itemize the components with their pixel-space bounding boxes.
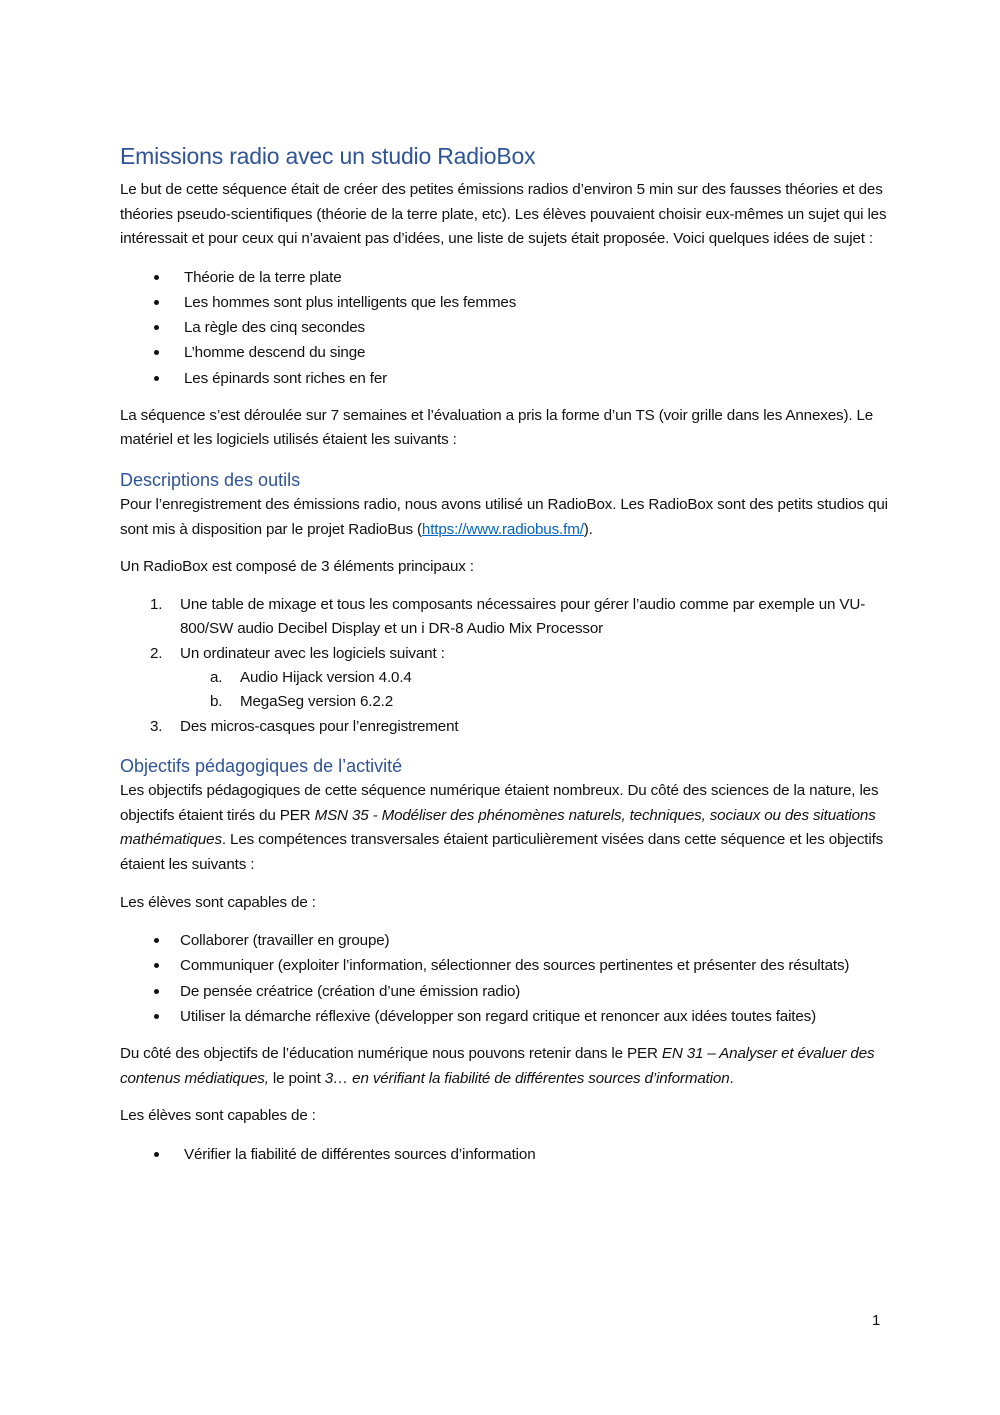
sequence-paragraph: La séquence s’est déroulée sur 7 semaines et l’évaluation a pris la forme d’un TS (voir grille dans les Annexes). Le matériel et les logiciels utilisés étaient les suivants : bbox=[120, 406, 874, 449]
bullet-icon bbox=[154, 1014, 159, 1019]
bullet-icon bbox=[154, 963, 159, 968]
list-item: La règle des cinq secondes bbox=[120, 315, 890, 340]
list-item: Utiliser la démarche réflexive (développer son regard critique et renoncer aux idées toutes faites) bbox=[120, 1004, 890, 1029]
capable-label: Les élèves sont capables de : bbox=[120, 893, 316, 911]
tools-paragraph: Pour l’enregistrement des émissions radio, nous avons utilisé un RadioBox. Les RadioBox sont des petits studios qui sont mis à disposition par le projet RadioBus (https://www.radiobus.fm/). bbox=[120, 495, 888, 538]
list-item: Les hommes sont plus intelligents que les femmes bbox=[120, 290, 890, 315]
bullet-icon bbox=[154, 938, 159, 943]
document-title: Emissions radio avec un studio RadioBox bbox=[120, 143, 536, 169]
topics-list bbox=[120, 265, 890, 391]
list-item: 3. Des micros-casques pour l’enregistrement bbox=[150, 717, 459, 735]
bullet-icon bbox=[154, 300, 159, 305]
document-page bbox=[120, 140, 890, 1180]
bullet-icon bbox=[154, 989, 159, 994]
composition-paragraph: Un RadioBox est composé de 3 éléments principaux : bbox=[120, 558, 474, 576]
digital-objectives-paragraph: Du côté des objectifs de l’éducation numérique nous pouvons retenir dans le PER EN 31 – Analyser et évaluer des contenus médiatiques, le point 3… en vérifiant la fiabilité de différentes sources d’information. bbox=[120, 1044, 875, 1087]
list-item: a. Audio Hijack version 4.0.4 bbox=[210, 668, 412, 686]
list-item: L’homme descend du singe bbox=[120, 340, 890, 365]
bullet-icon bbox=[154, 376, 159, 381]
bullet-icon bbox=[154, 350, 159, 355]
list-item: Collaborer (travailler en groupe) bbox=[120, 928, 890, 953]
intro-paragraph: Le but de cette séquence était de créer des petites émissions radios d’environ 5 min sur des fausses théories et des théories pseudo-scientifiques (théorie de la terre plate, etc). Les élèves pouvaient choisir eux-mêmes un sujet qui les intéressait et pour ceux qui n’avaient pas d’idées, une liste de sujets était proposée. Voici quelques idées de sujet : bbox=[120, 181, 887, 248]
section-heading-tools: Descriptions des outils bbox=[120, 469, 301, 490]
list-item: b. MegaSeg version 6.2.2 bbox=[210, 693, 394, 711]
list-item: 2. Un ordinateur avec les logiciels suivant : a. Audio Hijack version 4.0.4 b. MegaSeg version 6.2.2 bbox=[120, 642, 890, 715]
capable-label-2: Les élèves sont capables de : bbox=[120, 1107, 316, 1125]
section-heading-objectives: Objectifs pédagogiques de l’activité bbox=[120, 756, 403, 777]
list-item: De pensée créatrice (création d’une émission radio) bbox=[120, 979, 890, 1004]
bullet-icon bbox=[154, 325, 159, 330]
list-item: Les épinards sont riches en fer bbox=[120, 366, 890, 391]
list-item: Vérifier la fiabilité de différentes sources d’information bbox=[120, 1142, 890, 1167]
list-item: 1. Une table de mixage et tous les composants nécessaires pour gérer l’audio comme par exemple un VU-800/SW audio Decibel Display et un i DR-8 Audio Mix Processor bbox=[150, 595, 866, 638]
list-item: Communiquer (exploiter l’information, sélectionner des sources pertinentes et présenter des résultats) bbox=[120, 953, 890, 978]
list-item: Théorie de la terre plate bbox=[120, 265, 890, 290]
skills2-list bbox=[120, 1142, 890, 1167]
skills-list bbox=[120, 928, 890, 1029]
radiobus-link[interactable]: https://www.radiobus.fm/ bbox=[421, 520, 584, 538]
bullet-icon bbox=[154, 275, 159, 280]
bullet-icon bbox=[154, 1152, 159, 1157]
components-list bbox=[120, 593, 890, 739]
objectives-paragraph: Les objectifs pédagogiques de cette séquence numérique étaient nombreux. Du côté des sciences de la nature, les objectifs étaient tirés du PER MSN 35 - Modéliser des phénomènes naturels, techniques, sociaux ou des situations mathématiques. Les compétences transversales étaient particulièrement visées dans cette séquence et les objectifs étaient les suivants : bbox=[120, 782, 884, 873]
page-number: 1 bbox=[872, 1312, 881, 1329]
software-sublist bbox=[180, 666, 890, 715]
